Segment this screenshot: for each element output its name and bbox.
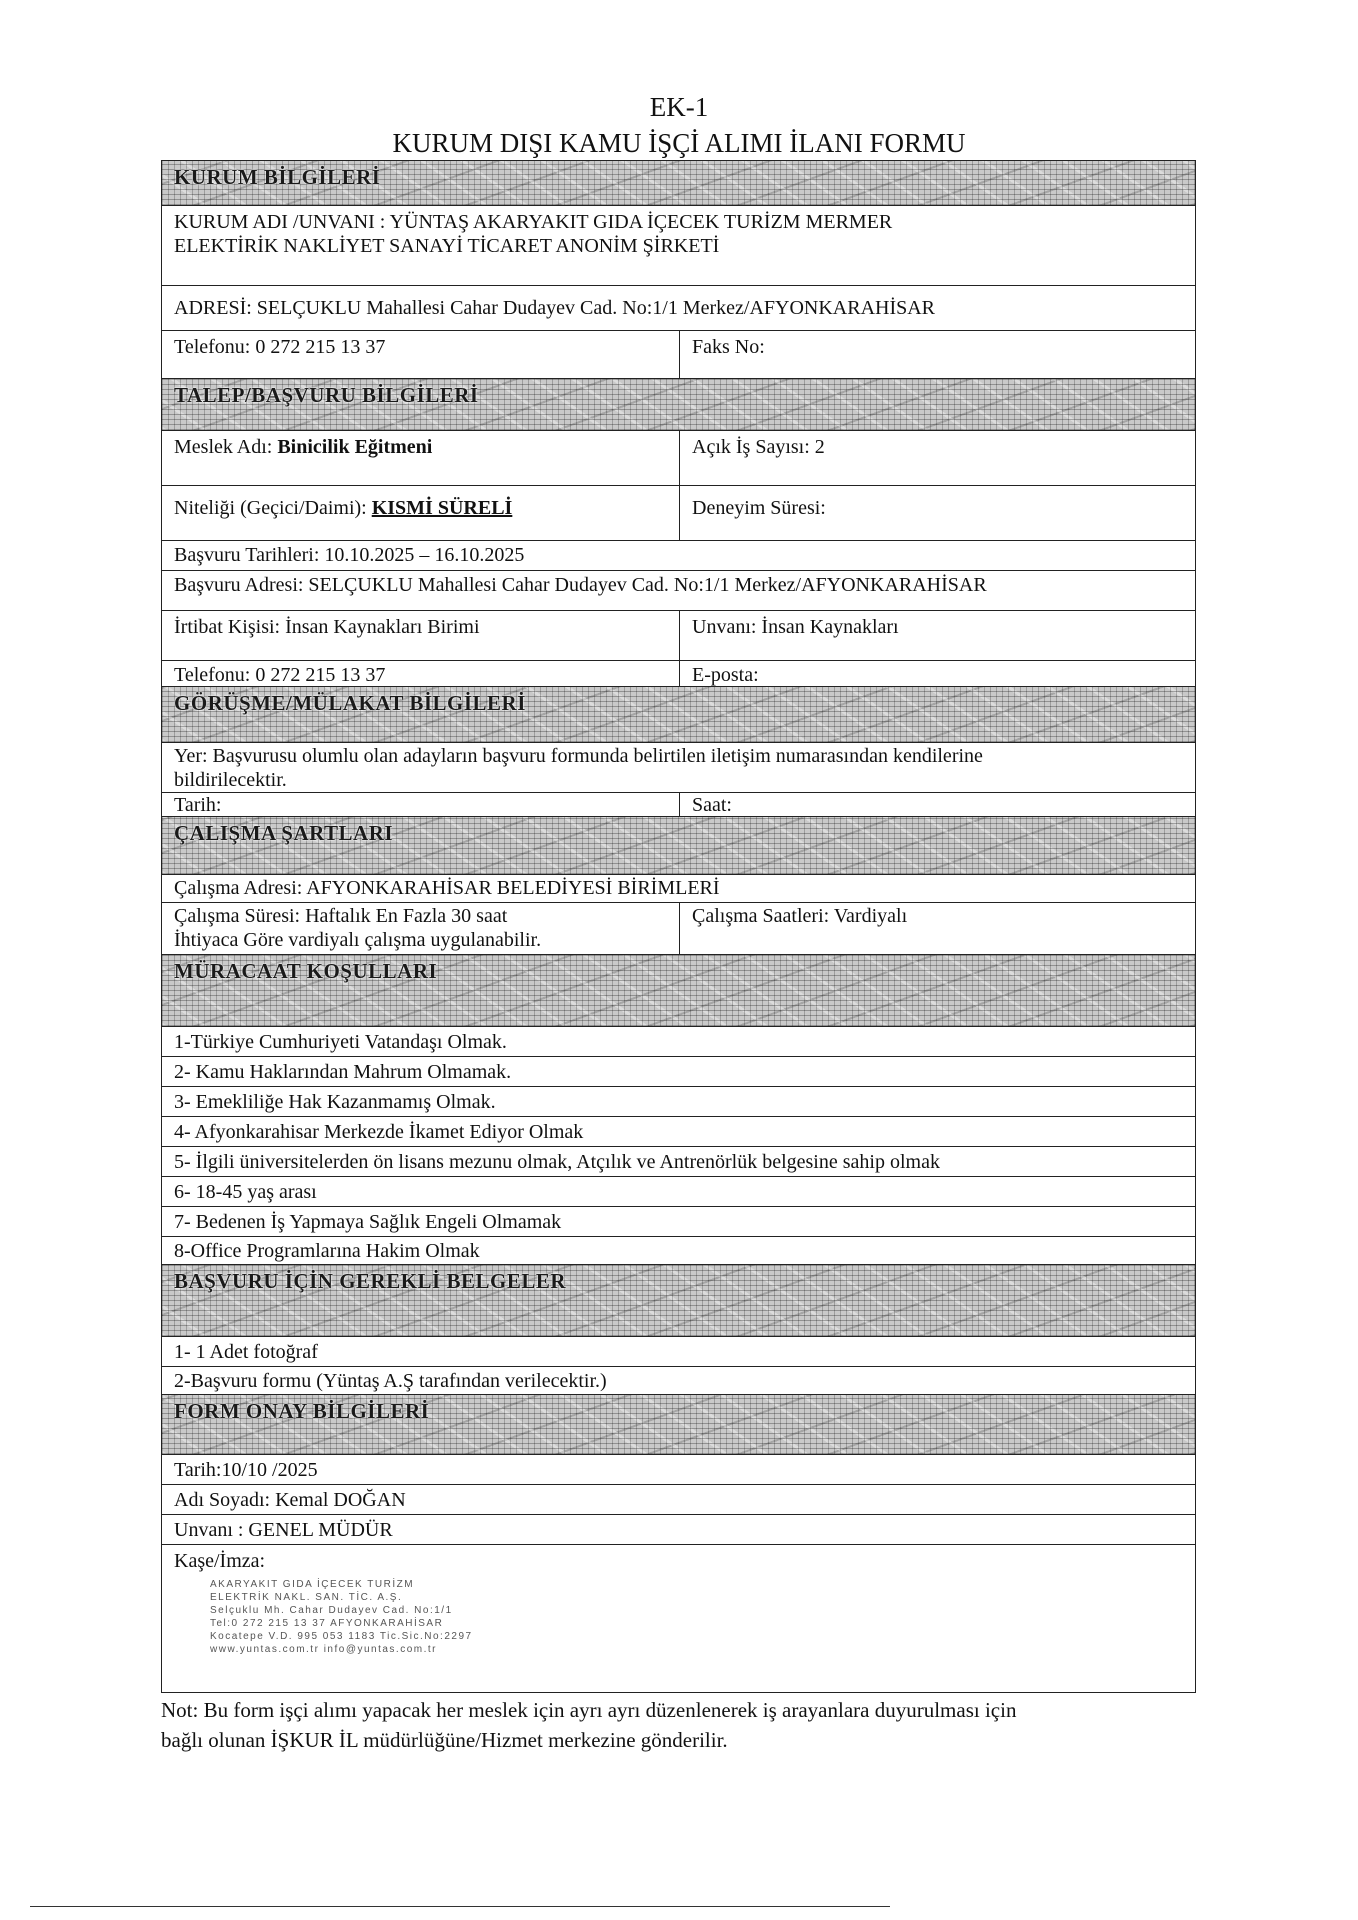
contact-person: İrtibat Kişisi: İnsan Kaynakları Birimi (174, 616, 480, 638)
work-hours: Çalışma Saatleri: Vardiyalı (679, 903, 1197, 955)
document-item: 2-Başvuru formu (Yüntaş A.Ş tarafından verilecektir.) (162, 1367, 1195, 1395)
page-bottom-rule (30, 1906, 890, 1907)
interview-place-line2: bildirilecektir. (174, 769, 287, 791)
contact-phone: Telefonu: 0 272 215 13 37 (174, 664, 386, 686)
approver-name: Adı Soyadı: Kemal DOĞAN (174, 1489, 406, 1511)
approval-date: Tarih:10/10 /2025 (174, 1459, 318, 1481)
requirement-item: 2- Kamu Haklarından Mahrum Olmamak. (162, 1057, 1195, 1087)
institution-contact-row (162, 331, 1195, 379)
approver-name-row (162, 1485, 1195, 1515)
section-header-kurum: KURUM BİLGİLERİ (162, 161, 1195, 206)
experience-duration: Deneyim Süresi: (679, 486, 1197, 541)
institution-address-row (162, 286, 1195, 331)
section-header-onay: FORM ONAY BİLGİLERİ (162, 1395, 1195, 1455)
institution-phone: Telefonu: 0 272 215 13 37 (174, 336, 386, 358)
requirement-item: 7- Bedenen İş Yapmaya Sağlık Engeli Olmamak (162, 1207, 1195, 1237)
institution-fax: Faks No: (679, 331, 1197, 379)
contact-email: E-posta: (679, 661, 1197, 687)
institution-name-line1: KURUM ADI /UNVANI : YÜNTAŞ AKARYAKIT GIDA İÇECEK TURİZM MERMER (174, 211, 893, 233)
institution-name-line2: ELEKTİRİK NAKLİYET SANAYİ TİCARET ANONİM ŞİRKETİ (174, 235, 720, 257)
occupation-value: Binicilik Eğitmeni (277, 436, 433, 458)
contact-phone-row (162, 661, 1195, 687)
interview-place-row (162, 743, 1195, 793)
form-title: KURUM DIŞI KAMU İŞÇİ ALIMI İLANI FORMU (392, 128, 966, 158)
footer-note (161, 1695, 1196, 1755)
application-address-row (162, 571, 1195, 611)
work-address-row (162, 875, 1195, 903)
approval-date-row (162, 1455, 1195, 1485)
job-posting-form (161, 160, 1196, 1693)
work-address: Çalışma Adresi: AFYONKARAHİSAR BELEDİYESİ BİRİMLERİ (174, 877, 720, 899)
application-dates: Başvuru Tarihleri: 10.10.2025 – 16.10.2025 (174, 544, 525, 566)
interview-time: Saat: (679, 793, 1197, 817)
work-duration-line2: İhtiyaca Göre vardiyalı çalışma uygulanabilir. (174, 929, 542, 951)
nature-value: KISMİ SÜRELİ (371, 497, 513, 519)
open-jobs-count: Açık İş Sayısı: 2 (679, 431, 1197, 486)
nature-row (162, 486, 1195, 541)
work-duration-row (162, 903, 1195, 955)
company-stamp: AKARYAKIT GIDA İÇECEK TURİZM ELEKTRİK NAKL. SAN. TİC. A.Ş. Selçuklu Mh. Cahar Dudayev Cad. No:1/1 Tel:0 272 215 13 37 AFYONKARAHİSAR Kocatepe V.D. 995 053 1183 Tic.Sic.No:2297 www.yuntas.com.tr info@yuntas.com.tr (210, 1579, 473, 1655)
section-header-calisma: ÇALIŞMA ŞARTLARI (162, 817, 1195, 875)
institution-address: ADRESİ: SELÇUKLU Mahallesi Cahar Dudayev Cad. No:1/1 Merkez/AFYONKARAHİSAR (174, 297, 936, 319)
nature-label: Niteliği (Geçici/Daimi): (174, 497, 372, 519)
institution-name-row (162, 206, 1195, 286)
section-header-gorusme: GÖRÜŞME/MÜLAKAT BİLGİLERİ (162, 687, 1195, 743)
section-header-belgeler: BAŞVURU İÇİN GEREKLİ BELGELER (162, 1265, 1195, 1337)
application-address: Başvuru Adresi: SELÇUKLU Mahallesi Cahar Dudayev Cad. No:1/1 Merkez/AFYONKARAHİSAR (174, 574, 987, 596)
requirement-item: 8-Office Programlarına Hakim Olmak (162, 1237, 1195, 1265)
requirement-item: 1-Türkiye Cumhuriyeti Vatandaşı Olmak. (162, 1027, 1195, 1057)
requirement-item: 5- İlgili üniversitelerden ön lisans mezunu olmak, Atçılık ve Antrenörlük belgesine sahip olmak (162, 1147, 1195, 1177)
interview-date: Tarih: (174, 794, 222, 816)
interview-datetime-row (162, 793, 1195, 817)
footer-note-line1: Not: Bu form işçi alımı yapacak her meslek için ayrı ayrı düzenlenerek iş arayanlara duyurulması için (161, 1698, 1017, 1722)
approver-title: Unvanı : GENEL MÜDÜR (174, 1519, 393, 1541)
document-item: 1- 1 Adet fotoğraf (162, 1337, 1195, 1367)
interview-place-line1: Yer: Başvurusu olumlu olan adayların başvuru formunda belirtilen iletişim numarasından kendilerine (174, 745, 983, 767)
work-duration-line1: Çalışma Süresi: Haftalık En Fazla 30 saat (174, 905, 508, 927)
application-dates-row (162, 541, 1195, 571)
occupation-label: Meslek Adı: (174, 436, 278, 458)
requirement-item: 3- Emekliliğe Hak Kazanmamış Olmak. (162, 1087, 1195, 1117)
form-code: EK-1 (649, 92, 709, 122)
occupation-row (162, 431, 1195, 486)
footer-note-line2: bağlı olunan İŞKUR İL müdürlüğüne/Hizmet merkezine gönderilir. (161, 1728, 728, 1752)
requirement-item: 4- Afyonkarahisar Merkezde İkamet Ediyor Olmak (162, 1117, 1195, 1147)
requirement-item: 6- 18-45 yaş arası (162, 1177, 1195, 1207)
stamp-label: Kaşe/İmza: (174, 1550, 266, 1572)
section-header-talep: TALEP/BAŞVURU BİLGİLERİ (162, 379, 1195, 431)
approver-title-row (162, 1515, 1195, 1545)
contact-title: Unvanı: İnsan Kaynakları (679, 611, 1197, 661)
contact-person-row (162, 611, 1195, 661)
section-header-murcaat: MÜRACAAT KOŞULLARI (162, 955, 1195, 1027)
